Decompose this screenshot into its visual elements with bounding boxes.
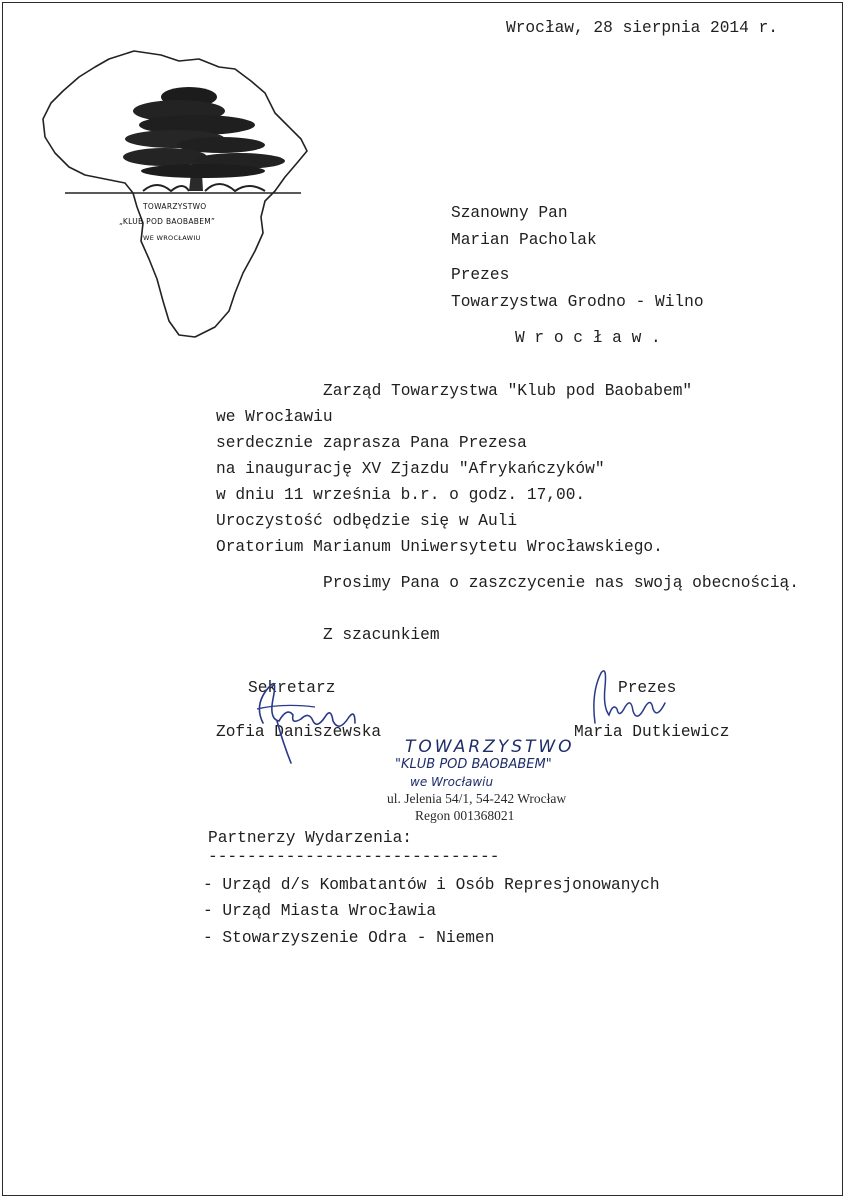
right-signer-name: Maria Dutkiewicz xyxy=(574,723,730,741)
left-signer-name: Zofia Daniszewska xyxy=(216,723,382,741)
recipient-salutation: Szanowny Pan xyxy=(451,204,568,222)
right-signer-role: Prezes xyxy=(618,679,677,697)
left-signature-icon xyxy=(243,663,383,773)
letter-page xyxy=(2,2,843,1196)
body-line-4: na inaugurację XV Zjazdu "Afrykańczyków" xyxy=(216,460,605,478)
recipient-organization: Towarzystwa Grodno - Wilno xyxy=(451,293,704,311)
body-line-5: w dniu 11 września b.r. o godz. 17,00. xyxy=(216,486,586,504)
logo-line-3: WE WROCŁAWIU xyxy=(143,234,201,242)
recipient-city: W r o c ł a w . xyxy=(515,329,661,347)
recipient-name: Marian Pacholak xyxy=(451,231,597,249)
africa-outline-icon xyxy=(39,47,311,339)
left-signer-role: Sekretarz xyxy=(248,679,336,697)
date-line: Wrocław, 28 sierpnia 2014 r. xyxy=(506,19,778,37)
partner-item: - Stowarzyszenie Odra - Niemen xyxy=(203,929,495,947)
stamp-line-4: ul. Jelenia 54/1, 54-242 Wrocław xyxy=(387,791,567,806)
right-signature-icon xyxy=(587,663,677,733)
body-line-6: Uroczystość odbędzie się w Auli xyxy=(216,512,518,530)
africa-baobab-logo xyxy=(39,47,311,339)
organization-stamp xyxy=(365,735,625,830)
recipient-title: Prezes xyxy=(451,266,510,284)
logo-line-2: „KLUB POD BAOBABEM” xyxy=(119,217,216,226)
body-line-2: we Wrocławiu xyxy=(216,408,333,426)
stamp-line-2: "KLUB POD BAOBABEM" xyxy=(395,757,552,772)
stamp-line-5: Regon 001368021 xyxy=(415,808,515,823)
partners-underline: ------------------------------ xyxy=(208,848,500,866)
body-request: Prosimy Pana o zaszczycenie nas swoją obecnością. xyxy=(323,574,799,592)
body-line-3: serdecznie zaprasza Pana Prezesa xyxy=(216,434,527,452)
stamp-line-3: we Wrocławiu xyxy=(410,775,494,789)
partner-item: - Urząd d/s Kombatantów i Osób Represjonowanych xyxy=(203,876,660,894)
body-line-1: Zarząd Towarzystwa "Klub pod Baobabem" xyxy=(323,382,693,400)
partners-heading: Partnerzy Wydarzenia: xyxy=(208,829,412,847)
partner-item: - Urząd Miasta Wrocławia xyxy=(203,902,437,920)
body-line-7: Oratorium Marianum Uniwersytetu Wrocławskiego. xyxy=(216,538,663,556)
body-closing: Z szacunkiem xyxy=(323,626,440,644)
logo-line-1: TOWARZYSTWO xyxy=(143,202,207,211)
stamp-line-1: TOWARZYSTWO xyxy=(405,737,575,757)
